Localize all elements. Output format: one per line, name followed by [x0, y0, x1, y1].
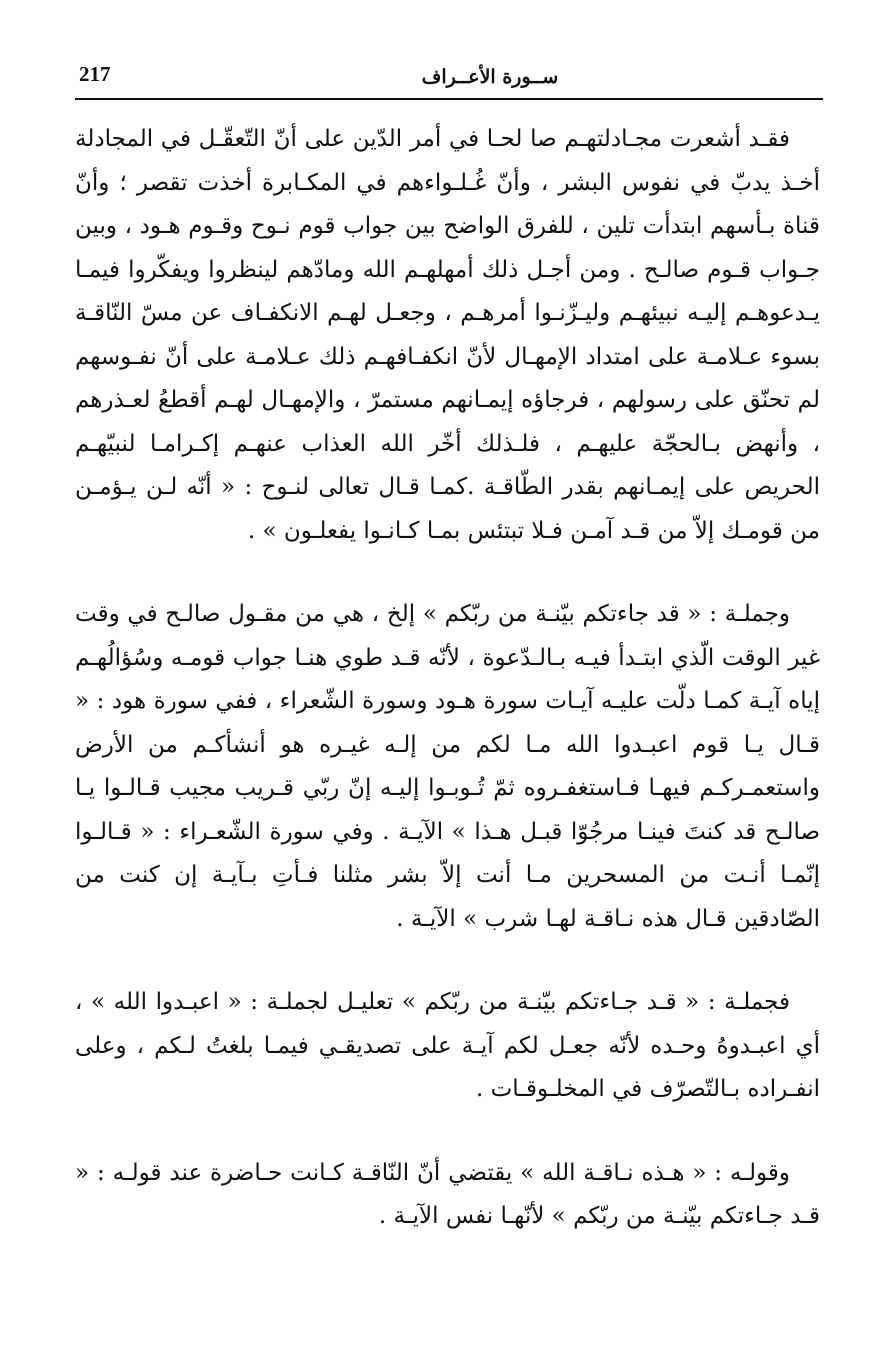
running-title: ســورة الأعــراف [421, 66, 559, 88]
body-text [75, 118, 820, 1239]
paragraph-gap [75, 553, 820, 593]
paragraph-1: فقـد أشعرت مجـادلتهـم صا لحـا في أمر الدّين على أنّ التّعقّـل في المجادلة أخـذ يدبّ في نفوس البشر ، وأنّ غُـلـواءهم في المكـابرة أخذت تقصر ؛ وأنّ قناة بـأسهم ابتدأت تلين ، للفرق الواضح بين جواب قوم نـوح وقـوم هـود ، وبين جـواب قـوم صالـح . ومن أجـل ذلك أمهلهـم الله ومادّهم لينظروا ويفكّروا فيمـا يـدعوهـم إليـه نبيئهـم وليـزّنـوا أمرهـم ، وجعـل لهـم الانكفـاف عن مسّ النّاقـة بسوء عـلامـة على امتداد الإمهـال لأنّ انكفـافهـم ذلك عـلامـة على أنّ نفـوسهم لم تحنّق على رسولهم ، فرجاؤه إيمـانهم مستمرّ ، والإمهـال لهـم أقطعُ لعـذرهم ، وأنهض بـالحجّة عليهـم ، فلـذلك أخّر الله العذاب عنهـم إكـرامـا لنبيّهـم الحريص على إيمـانهم بقدر الطّاقـة .كمـا قـال تعالى لنـوح : « أنّه لـن يـؤمـن من قومـك إلاّ من قـد آمـن فـلا تبتئس بمـا كـانـوا يفعلـون » . [75, 126, 820, 544]
page-number: 217 [79, 62, 111, 86]
paragraph-3: فجملـة : « قـد جـاءتكم بيّنـة من ربّكم » تعليـل لجملـة : « اعبـدوا الله » ، أي اعبـدوهُ وحـده لأنّه جعـل لكم آيـة على تصديقـي فيمـا بلغتُ لـكم ، وعلى انفـراده بـالتّصرّف في المخلـوقـات . [75, 989, 820, 1102]
page-header [75, 58, 823, 100]
paragraph-gap [75, 1112, 820, 1152]
paragraph-gap [75, 941, 820, 981]
paragraph-2: وجملـة : « قد جاءتكم بيّنـة من ربّكم » إلخ ، هي من مقـول صالـح في وقت غير الوقت الّذي ابتـدأ فيـه بـالـدّعوة ، لأنّه قـد طوي هنـا جواب قومـه وسُؤالُهـم إياه آيـة كمـا دلّت عليـه آيـات سورة هـود وسورة الشّعراء ، ففي سورة هود : « قـال يـا قوم اعبـدوا الله مـا لكم من إلـه غيـره هو أنشأكـم من الأرض واستعمـركـم فيهـا فـاستغفـروه ثمّ تُـوبـوا إليـه إنّ ربّي قـريب مجيب قـالـوا يـا صالـح قد كنتَ فينـا مرجُوّا قبـل هـذا » الآيـة . وفي سورة الشّعـراء : « قـالـوا إنّمـا أنـت من المسحرين مـا أنت إلاّ بشر مثلنا فـأتِ بـآيـة إن كنت من الصّادقين قـال هذه نـاقـة لهـا شرب » الآيـة . [75, 601, 821, 932]
paragraph-4: وقولـه : « هـذه نـاقـة الله » يقتضي أنّ النّاقـة كـانت حـاضرة عند قولـه : « قـد جـاءتكم بيّنـة من ربّكم » لأنّهـا نفس الآيـة . [75, 1159, 820, 1229]
